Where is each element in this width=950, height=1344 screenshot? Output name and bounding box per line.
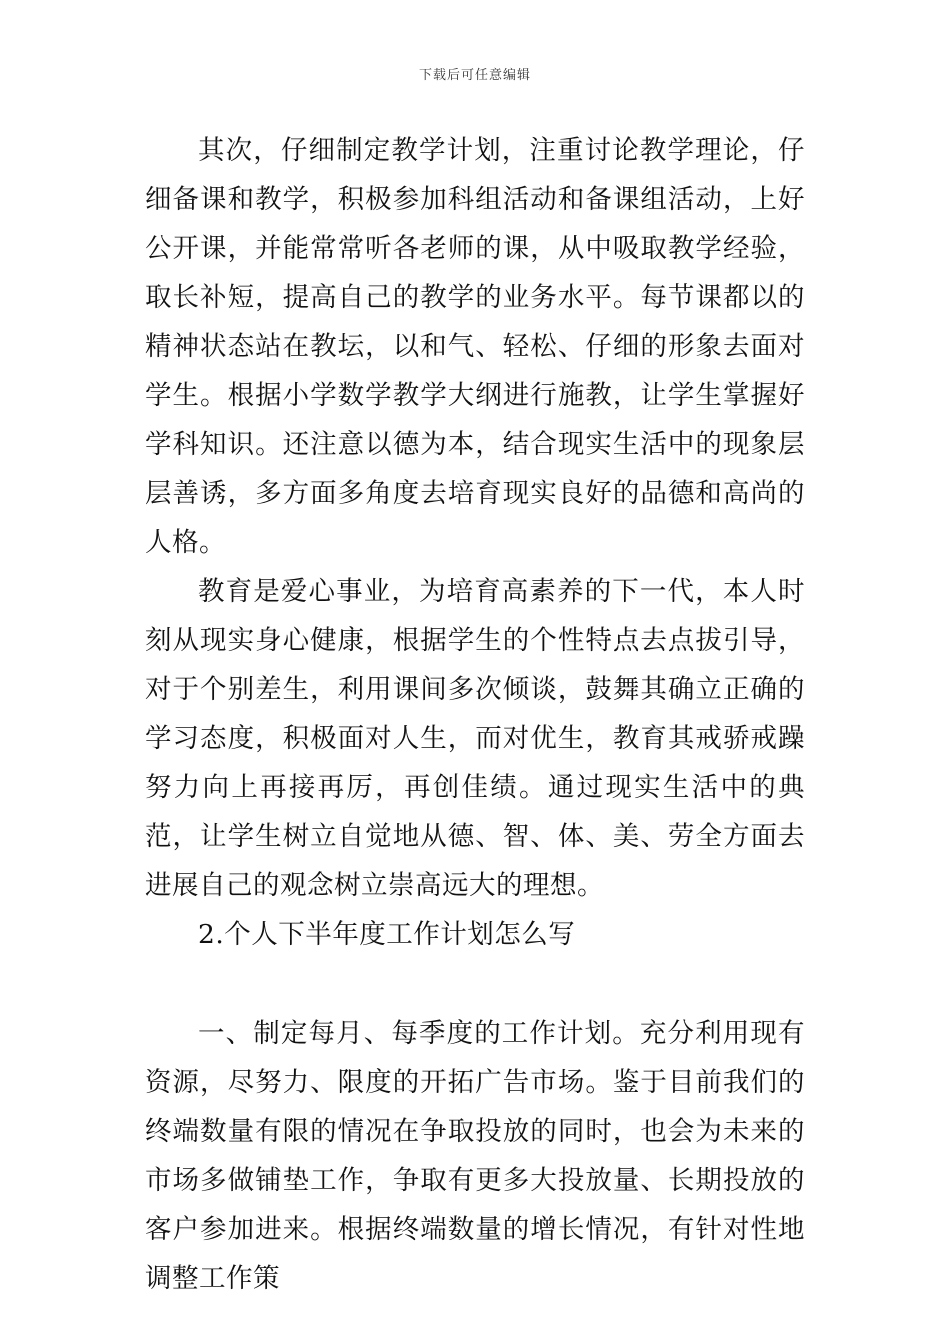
paragraph-love-education: 教育是爱心事业，为培育高素养的下一代，本人时刻从现实身心健康，根据学生的个性特点去点拔引导，对于个别差生，利用课间多次倾谈，鼓舞其确立正确的学习态度，积极面对人生，而对优生，教育其戒骄戒躁努力向上再接再厉，再创佳绩。通过现实生活中的典范，让学生树立自觉地从德、智、体、美、劳全方面去进展自己的观念树立崇高远大的理想。 [145, 576, 805, 901]
paragraph-work-plan: 一、制定每月、每季度的工作计划。充分利用现有资源，尽努力、限度的开拓广告市场。鉴于目前我们的终端数量有限的情况在争取投放的同时，也会为未来的市场多做铺垫工作，争取有更多大投放量、长期投放的客户参加进来。根据终端数量的增长情况，有针对性地调整工作策 [145, 1018, 805, 1294]
page-header-note: 下载后可任意编辑 [418, 68, 531, 83]
section-heading: 2.个人下半年度工作计划怎么写 [198, 919, 576, 950]
document-body [145, 126, 805, 1303]
paragraph-teaching-plan: 其次，仔细制定教学计划，注重讨论教学理论，仔细备课和教学，积极参加科组活动和备课组活动，上好公开课，并能常常听各老师的课，从中吸取教学经验，取长补短，提高自己的教学的业务水平。每节课都以的精神状态站在教坛，以和气、轻松、仔细的形象去面对学生。根据小学数学教学大纲进行施教，让学生掌握好学科知识。还注意以德为本，结合现实生活中的现象层层善诱，多方面多角度去培育现实良好的品德和高尚的人格。 [145, 135, 805, 558]
